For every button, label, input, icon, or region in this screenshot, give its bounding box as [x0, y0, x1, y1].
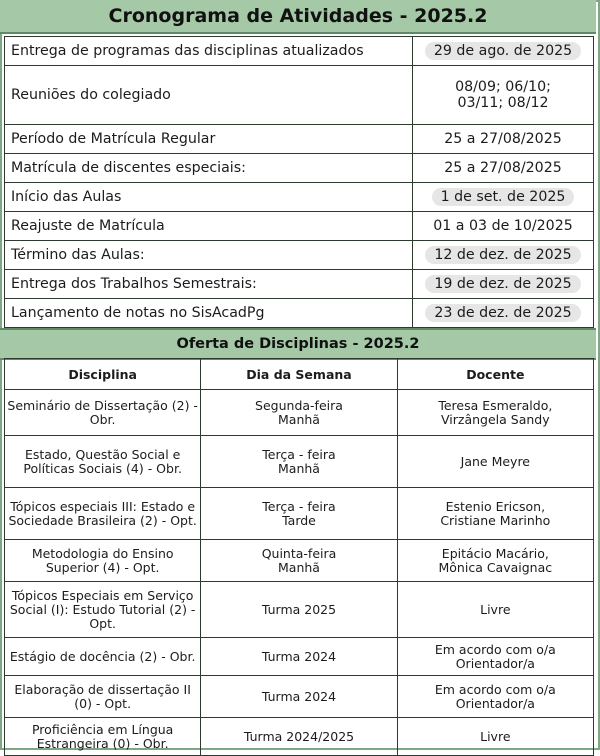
teacher-cell	[397, 582, 593, 638]
teacher-cell-line: Mônica Cavaignac	[438, 559, 553, 575]
discipline-cell-line: Estágio de docência (2) - Obr.	[9, 648, 196, 664]
schedule-row	[5, 299, 594, 328]
day-cell-line: Turma 2024/2025	[243, 728, 355, 744]
schedule-row	[5, 212, 594, 241]
teacher-cell-line: Orientador/a	[455, 695, 535, 711]
date-text: 08/09; 06/10;	[455, 79, 551, 95]
teacher-cell-line: Teresa Esmeraldo,	[438, 397, 553, 413]
activity-date	[413, 154, 594, 183]
day-cell	[201, 676, 397, 718]
date-text: 25 a 27/08/2025	[444, 131, 562, 147]
date-text: 1 de set. de 2025	[432, 188, 575, 206]
day-cell	[201, 488, 397, 540]
discipline-cell-line: Tópicos especiais III: Estado e	[10, 498, 196, 514]
activity-date	[413, 212, 594, 241]
day-cell-line: Manhã	[278, 559, 320, 575]
activity-date	[413, 270, 594, 299]
day-cell	[201, 638, 397, 676]
activity-date	[413, 241, 594, 270]
activity-label: Período de Matrícula Regular	[5, 125, 413, 154]
discipline-cell-line: Tópicos Especiais em Serviço	[11, 587, 194, 603]
teacher-cell-line: Livre	[480, 601, 511, 617]
date-text-line2: 03/11; 08/12	[457, 95, 549, 111]
day-cell-line: Manhã	[278, 460, 320, 476]
discipline-cell	[5, 676, 201, 718]
schedule-row	[5, 125, 594, 154]
offer-row	[5, 436, 594, 488]
teacher-cell	[397, 390, 593, 436]
date-text: 19 de dez. de 2025	[425, 275, 580, 293]
discipline-cell	[5, 540, 201, 582]
day-cell-line: Terça - feira	[262, 446, 336, 462]
activity-label: Reuniões do colegiado	[5, 66, 413, 125]
activity-label: Início das Aulas	[5, 183, 413, 212]
schedule-row	[5, 154, 594, 183]
discipline-cell-line: Superior (4) - Opt.	[45, 559, 160, 575]
date-text: 25 a 27/08/2025	[444, 160, 562, 176]
teacher-cell	[397, 638, 593, 676]
discipline-cell-line: Políticas Sociais (4) - Obr.	[23, 460, 182, 476]
day-cell-line: Terça - feira	[262, 498, 336, 514]
offer-row	[5, 676, 594, 718]
schedule-row	[5, 183, 594, 212]
teacher-cell	[397, 540, 593, 582]
header-discipline: Disciplina	[5, 359, 201, 390]
discipline-cell-line: Estado, Questão Social e	[24, 446, 181, 462]
teacher-cell-line: Cristiane Marinho	[440, 512, 551, 528]
day-cell-line: Manhã	[278, 411, 320, 427]
teacher-cell-line: Em acordo com o/a	[434, 641, 556, 657]
teacher-cell-line: Virzângela Sandy	[441, 411, 550, 427]
teacher-cell	[397, 676, 593, 718]
day-cell	[201, 540, 397, 582]
teacher-cell-line: Livre	[480, 728, 511, 744]
offer-header-row	[5, 359, 594, 390]
day-cell-line: Tarde	[282, 512, 316, 528]
discipline-cell-line: Estrangeira (0) - Obr.	[36, 735, 169, 751]
activity-date	[413, 299, 594, 328]
day-cell	[201, 390, 397, 436]
schedule-row	[5, 37, 594, 66]
schedule-row	[5, 270, 594, 299]
date-text: 12 de dez. de 2025	[425, 246, 580, 264]
teacher-cell	[397, 436, 593, 488]
teacher-cell-line: Orientador/a	[455, 655, 535, 671]
discipline-cell-line: Seminário de Dissertação (2) -	[7, 397, 198, 413]
day-cell-line: Turma 2025	[261, 601, 337, 617]
activity-label: Lançamento de notas no SisAcadPg	[5, 299, 413, 328]
day-cell-line: Turma 2024	[261, 648, 337, 664]
discipline-cell-line: Sociedade Brasileira (2) - Opt.	[8, 512, 197, 528]
day-cell-line: Turma 2024	[261, 688, 337, 704]
offer-row	[5, 488, 594, 540]
discipline-cell	[5, 488, 201, 540]
offer-row	[5, 638, 594, 676]
discipline-cell	[5, 390, 201, 436]
schedule-row	[5, 241, 594, 270]
day-cell-line: Segunda-feira	[255, 397, 343, 413]
activity-date	[413, 183, 594, 212]
offer-title: Oferta de Disciplinas - 2025.2	[0, 328, 596, 360]
teacher-cell-line: Epitácio Macário,	[441, 545, 549, 561]
discipline-cell	[5, 436, 201, 488]
offer-table	[4, 358, 594, 756]
activity-label: Entrega de programas das disciplinas atualizados	[5, 37, 413, 66]
schedule-row	[5, 66, 594, 125]
date-text: 01 a 03 de 10/2025	[433, 218, 573, 234]
activity-date	[413, 37, 594, 66]
activity-date	[413, 125, 594, 154]
discipline-cell-line: Proficiência em Língua	[31, 721, 174, 737]
day-cell	[201, 582, 397, 638]
activity-date	[413, 66, 594, 125]
offer-row	[5, 582, 594, 638]
activity-label: Matrícula de discentes especiais:	[5, 154, 413, 183]
date-text: 29 de ago. de 2025	[425, 42, 581, 60]
activity-label: Término das Aulas:	[5, 241, 413, 270]
discipline-cell-line: Metodologia do Ensino	[31, 545, 174, 561]
discipline-cell-line: Opt.	[89, 615, 116, 631]
day-cell-line: Quinta-feira	[261, 545, 337, 561]
offer-row	[5, 390, 594, 436]
schedule-table	[4, 36, 594, 328]
date-text: 23 de dez. de 2025	[425, 304, 580, 322]
activity-label: Reajuste de Matrícula	[5, 212, 413, 241]
discipline-cell-line: Social (I): Estudo Tutorial (2) -	[9, 601, 196, 617]
discipline-cell-line: Obr.	[89, 411, 116, 427]
offer-row	[5, 540, 594, 582]
activity-label: Entrega dos Trabalhos Semestrais:	[5, 270, 413, 299]
discipline-cell-line: (0) - Opt.	[74, 695, 132, 711]
discipline-cell-line: Elaboração de dissertação II	[14, 681, 191, 697]
header-teacher: Docente	[397, 359, 593, 390]
teacher-cell-line: Em acordo com o/a	[434, 681, 556, 697]
schedule-title: Cronograma de Atividades - 2025.2	[0, 0, 596, 34]
teacher-cell-line: Jane Meyre	[460, 453, 531, 469]
discipline-cell	[5, 638, 201, 676]
day-cell	[201, 436, 397, 488]
discipline-cell	[5, 582, 201, 638]
teacher-cell-line: Estenio Ericson,	[445, 498, 546, 514]
teacher-cell	[397, 488, 593, 540]
header-day: Dia da Semana	[201, 359, 397, 390]
